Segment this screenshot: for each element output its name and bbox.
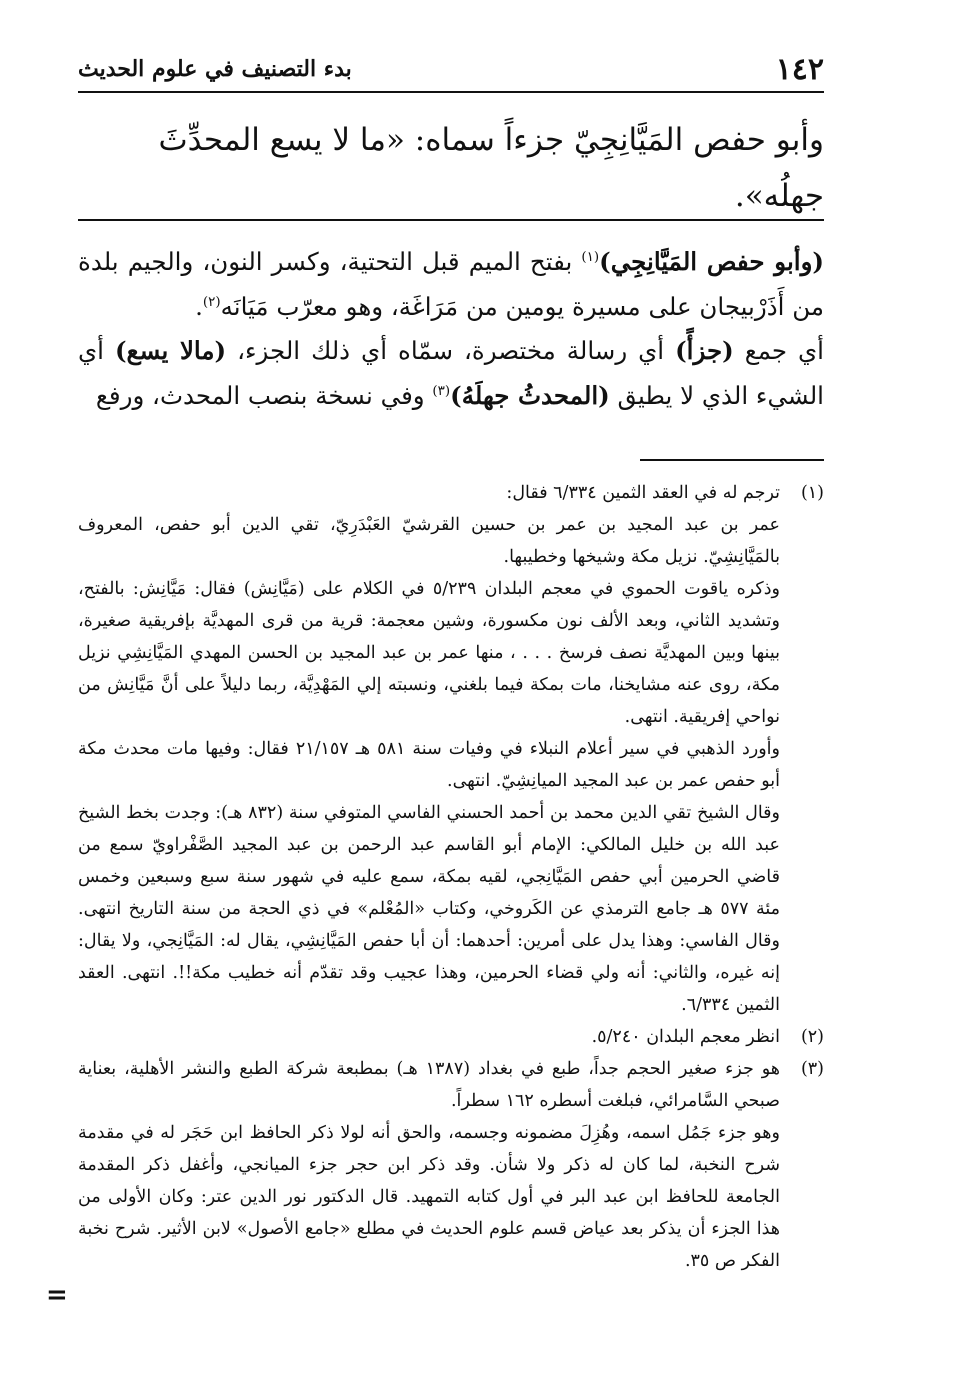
footnote-line: ترجم له في العقد الثمين ٦/٣٣٤ فقال:	[506, 483, 780, 503]
commentary-text: أي جمع	[733, 336, 824, 365]
footnotes	[78, 477, 824, 1277]
commentary-text: .	[195, 291, 203, 321]
page-header	[78, 48, 824, 90]
commentary	[78, 240, 824, 418]
commentary-paragraph-1	[78, 240, 824, 329]
footnote-line: وأورد الذهبي في سير أعلام النبلاء في وفيات سنة ٥٨١ هـ ٢١/١٥٧ فقال: وفيها مات محدث مكة أبو حفص عمر بن عبد المجيد الميانِشِيّ. انتهى.	[78, 739, 780, 791]
footnote-body	[78, 1021, 780, 1053]
footnote-ref: (٢)	[202, 293, 221, 310]
commentary-text: أي الشيء الذي لا يطيق	[78, 336, 824, 410]
footnote-line: انظر معجم البلدان ٥/٢٤٠.	[591, 1027, 780, 1047]
commentary-text: بفتح الميم قبل التحتية، وكسر النون، والجيم بلدة من أَذَرْبيجان على مسيرة يومين من مَرَاغَة، وهو معرّب مَيَانَه	[78, 247, 824, 321]
commentary-paragraph-2	[78, 329, 824, 418]
footnote-body	[78, 1053, 780, 1277]
commentary-text: أي رسالة مختصرة، سمّاه أي ذلك الجزء،	[226, 336, 676, 365]
footnote-2	[78, 1021, 824, 1053]
footnote-ref: (١)	[581, 248, 600, 265]
continuation-mark: =	[46, 1280, 68, 1310]
footnote-line: هو جزء صغير الحجم جداً، طبع في بغداد (١٣٨٧ هـ) بمطبعة شركة الطبع والنشر الأهلية، بعناية صبحي السَّامرائي، فبلغت أسطره ١٦٢ سطراً.	[78, 1059, 780, 1111]
quoted-term: (وأبو حفص المَيَّانِجِي)	[599, 247, 824, 276]
footnote-line: عمر بن عبد المجيد بن عمر بن حسين القرشيّ العَبْدَرِيّ، تقي الدين أبو حفص، المعروف بالمَيَّانِشِيّ. نزيل مكة وشيخها وخطيبها.	[78, 515, 780, 567]
header-rule	[78, 91, 824, 93]
footnote-number: (٣)	[800, 1059, 824, 1079]
footnote-number: (٢)	[800, 1027, 824, 1047]
footnote-line: وذكره ياقوت الحموي في معجم البلدان ٥/٢٣٩ في الكلام على (مَيَّانِش) فقال: مَيَّانِش: بالفتح، وتشديد الثاني، وبعد الألف نون مكسورة، وشين معجمة: قرية من قرى المهديَّة بإفريقية صغيرة، بينها وبين المهديَّة نصف فرسخ . . . ، منها عمر بن عبد المجيد بن الحسن المهدي المَيَّانِشِي نزيل مكة، روى عنه مشايخنا، مات بمكة فيما بلغني، ونسبته إلي المَهْدِيَّة، ربما دليلاً على أنَّ مَيَّانِش من نواحي إفريقية. انتهى.	[78, 579, 780, 727]
footnote-number: (١)	[800, 483, 824, 503]
quoted-term: (جزأً)	[675, 336, 734, 365]
footnote-body	[78, 477, 780, 1021]
quoted-term: (المحدثُ جهلَهُ)	[450, 380, 610, 410]
quoted-term: (مالا يسع)	[114, 336, 227, 365]
page-number: ١٤٢	[775, 51, 824, 87]
footnote-line: وقال الشيخ تقي الدين محمد بن أحمد الحسني الفاسي المتوفي سنة (٨٣٢ هـ): وجدت بخط الشيخ عبد الله بن خليل المالكي: الإمام أبو القاسم عبد الرحمن بن عبد المجيد الصَّفْراويّ سمع من قاضي الحرمين أبي حفص المَيَّانِجي، لقيه بمكة، سمع عليه في شهور سنة سبع وسبعين وخمس مئة ٥٧٧ هـ جامع الترمذي عن الكَروخي، وكتاب «المُعْلم» في ذي الحجة من سنة التاريخ انتهى. وقال الفاسي: وهذا يدل على أمرين: أحدهما: أن أبا حفص المَيَّانِشِي، يقال له: المَيَّانِجي، ولا يقال: إنه غيره، والثاني: أنه ولي قضاء الحرمين، وهذا عجيب وقد تقدّم أنه خطيب مكة!!. انتهى. العقد الثمين ٦/٣٣٤.	[78, 803, 780, 1015]
running-title: بدء التصنيف في علوم الحديث	[78, 56, 352, 82]
commentary-text: وفي نسخة بنصب المحدث، ورفع	[95, 380, 433, 410]
footnote-rule	[640, 459, 824, 461]
matn-text: وأبو حفص المَيَّانِجِيّ جزءاً سماه: «ما لا يسع المحدِّثَ جهلُه».	[158, 122, 824, 214]
footnote-1	[78, 477, 824, 1021]
footnote-3	[78, 1053, 824, 1277]
matn-rule	[78, 219, 824, 221]
footnote-ref: (٣)	[432, 382, 451, 399]
footnote-line: وهو جزء جَمُل اسمه، وهُزِلَ مضمونه وجسمه، والحق أنه لولا ذكر الحافظ ابن حَجَر له في مقدمة شرح النخبة، لما كان له ذكر ولا شأن. وقد ذكر ابن حجر جزء الميانجي، وأغفل ذكر المقدمة الجامعة للحافظ ابن عبد البر في أول كتابه التمهيد. قال الدكتور نور الدين عتر: وكان الأولى من هذا الجزء أن يذكر بعد عياض قسم علوم الحديث في مطلع «جامع الأصول» لابن الأثير. شرح نخبة الفكر ص ٣٥.	[78, 1123, 780, 1271]
